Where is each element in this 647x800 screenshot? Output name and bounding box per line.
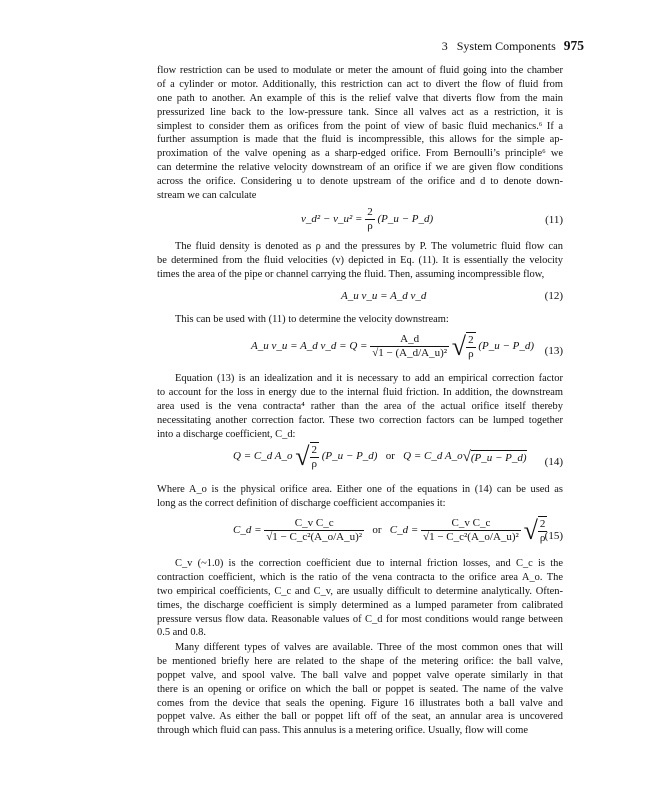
text-line: 0.5 and 0.8. — [157, 627, 206, 639]
eq12-expression: A_u v_u = A_d v_d — [341, 290, 427, 302]
eq14-sqrt-den: ρ — [311, 458, 318, 470]
equation-number-14: (14) — [544, 456, 563, 468]
text-line: The fluid density is denoted as ρ and the pressures by P. The volumetric fluid flow can — [175, 241, 563, 252]
text-line: stream we can calculate — [157, 190, 257, 202]
paragraph-3 — [157, 313, 563, 327]
text-line: through which fluid can pass. This annulus is a metering orifice. Usually, flow will come — [157, 725, 529, 737]
text-line: times, the discharge coefficient is simply determined as a lumped parameter from calibrated — [157, 599, 563, 611]
text-line: across the orifice. Considering u to denote upstream of the orifice and d to denote down- — [157, 176, 563, 188]
text-line: can determine the relative velocity downstream of an orifice if we are given flow conditions — [157, 162, 563, 174]
text-line: there is an opening or orifice on which the ball or poppet is seated. The name of the valve — [157, 683, 563, 695]
paragraph-5 — [157, 483, 563, 511]
eq15-frac1-num: C_v C_c — [264, 517, 364, 531]
paragraph-1-lines — [157, 64, 563, 203]
equation-number-12: (12) — [544, 290, 563, 302]
paragraph-1 — [157, 64, 563, 203]
text-line: simplest to consider them as orifices from the point of view of basic fluid mechanics.⁶ If a — [157, 120, 563, 132]
paragraph-2 — [157, 240, 563, 282]
paragraph-6-lines — [157, 557, 563, 640]
text-line: area used is the vena contracta⁴ rather than the area of the actual orifice itself thereby — [157, 400, 563, 412]
eq11-rhs: (P_u − P_d) — [377, 213, 434, 226]
eq13-rhs: (P_u − P_d) — [478, 340, 534, 353]
eq13-sqrt-den: ρ — [468, 348, 474, 360]
equation-number-13: (13) — [544, 345, 563, 357]
text-line: comes from the device that seals the opening. Figure 16 illustrates both a ball valve and — [157, 697, 563, 709]
eq14-lhs2: Q = C_d A_o — [403, 450, 463, 463]
text-line: contraction coefficient, which is the ratio of the vena contracta to the orifice area A_o. The — [157, 571, 563, 583]
eq14-rhs1: (P_u − P_d) — [321, 450, 378, 463]
eq13-sqrt: √ $\frac{2}{\rho}$ — [451, 331, 474, 361]
text-line: be mentioned briefly here are related to the shape of the metering orifice: the ball valve, — [157, 655, 563, 667]
paragraph-4 — [157, 372, 563, 441]
text-line: poppet valve, and spool valve. The ball valve and poppet valve operate similarly in that — [157, 669, 563, 681]
running-header — [442, 38, 584, 54]
text-line: flow restriction can be used to modulate or meter the amount of fluid going into the chamber — [157, 65, 563, 76]
text-line: long as the correct definition of discharge coefficient accompanies it: — [157, 497, 446, 509]
equation-number-15: (15) — [544, 530, 563, 542]
text-line: times the area of the pipe or channel carrying the fluid. Then, assuming incompressible flow, — [157, 268, 545, 280]
text-line: necessitating another correction factor. These two correction factors can be lumped together — [157, 414, 563, 426]
eq14-sqrt-num: 2 — [311, 444, 318, 456]
text-line: proximation of the valve opening as a sharp-edged orifice. From Bernoulli’s principle⁶ we — [157, 148, 563, 160]
eq14-lhs1: Q = C_d A_o — [233, 450, 293, 463]
eq11-lhs: v_d² − v_u² = — [301, 213, 363, 226]
paragraph-4-lines — [157, 372, 563, 441]
text-line: be determined from the fluid velocities (v) depicted in Eq. (11). It is essentially the velocity — [157, 254, 563, 266]
text-line: one path to another. An example of this is the relief valve that diverts flow from the main — [157, 92, 563, 104]
paragraph-7-lines — [157, 641, 563, 738]
eq15-frac2-den: √1 − C_c²(A_o/A_u)² — [423, 531, 519, 543]
eq15-lhs2: C_d = — [389, 524, 419, 537]
text-line: to account for the loss in energy due to the internal fluid friction. In addition, the downstream — [157, 386, 563, 398]
eq11-fraction — [365, 206, 375, 233]
text-line: Equation (13) is an idealization and it is necessary to add an empirical correction factor — [175, 373, 563, 384]
text-line: C_v (~1.0) is the correction coefficient due to internal friction losses, and C_c is the — [175, 558, 563, 569]
text-line: into a discharge coefficient, C_d: — [157, 428, 296, 440]
eq13-lhs: A_u v_u = A_d v_d = Q = — [251, 340, 368, 353]
eq13-numerator: A_d — [370, 333, 449, 347]
text-line: two empirical coefficients, C_c and C_v, are usually difficult to determine analytically. Often- — [157, 585, 563, 597]
text-line: Many different types of valves are available. Three of the most common ones that will — [175, 642, 563, 653]
eq15-frac1-den: √1 − C_c²(A_o/A_u)² — [266, 531, 363, 543]
section-title: 3 System Components — [441, 39, 556, 53]
eq15-frac2-num: C_v C_c — [421, 517, 521, 531]
equation-number-11: (11) — [545, 214, 563, 226]
eq11-denominator: ρ — [367, 220, 373, 232]
eq13-sqrt-num: 2 — [468, 334, 474, 346]
eq14-rhs2: (P_u − P_d) — [470, 451, 527, 464]
eq15-fraction2 — [421, 517, 521, 544]
eq11-numerator: 2 — [367, 206, 373, 218]
page-number: 975 — [563, 38, 584, 53]
eq15-or: or — [372, 524, 382, 537]
text-line: further assumption is made that the fluid is incompressible, this allows for the simple ap- — [157, 134, 563, 146]
text-line: pressurized line back to the low-pressure tank. Since all valves act as a restriction, it is — [157, 106, 563, 118]
text-line: Where A_o is the physical orifice area. Either one of the equations in (14) can be used as — [157, 484, 563, 495]
paragraph-6 — [157, 557, 563, 640]
eq15-sqrt-den: ρ — [539, 532, 546, 544]
eq15-sqrt-num: 2 — [539, 518, 546, 530]
paragraph-3-text: This can be used with (11) to determine the velocity downstream: — [175, 314, 449, 325]
paragraph-5-lines — [157, 483, 563, 511]
eq13-denominator: √1 − (A_d/A_u)² — [372, 347, 448, 359]
text-line: of a cylinder or motor. Additionally, this restriction can act to divert the flow of fluid from — [157, 78, 563, 90]
paragraph-2-lines — [157, 240, 563, 282]
text-line: pressure versus flow data. Reasonable values of C_d for most conditions would range between — [157, 613, 563, 625]
paragraph-7 — [157, 641, 563, 738]
eq14-sqrt: √ $\frac{2}{\rho}$ — [295, 441, 318, 471]
text-line: poppet valve. As either the ball or poppet lift off of the seat, an annular area is uncovered — [157, 711, 563, 723]
eq13-fraction — [370, 333, 449, 360]
eq15-lhs1: C_d = — [233, 524, 262, 537]
eq14-sqrt2: √(P_u − P_d) — [462, 448, 527, 465]
eq15-fraction1 — [264, 517, 364, 544]
eq15-sqrt: √ $\frac{2}{\rho}$ — [523, 515, 546, 545]
eq14-or: or — [385, 450, 395, 463]
